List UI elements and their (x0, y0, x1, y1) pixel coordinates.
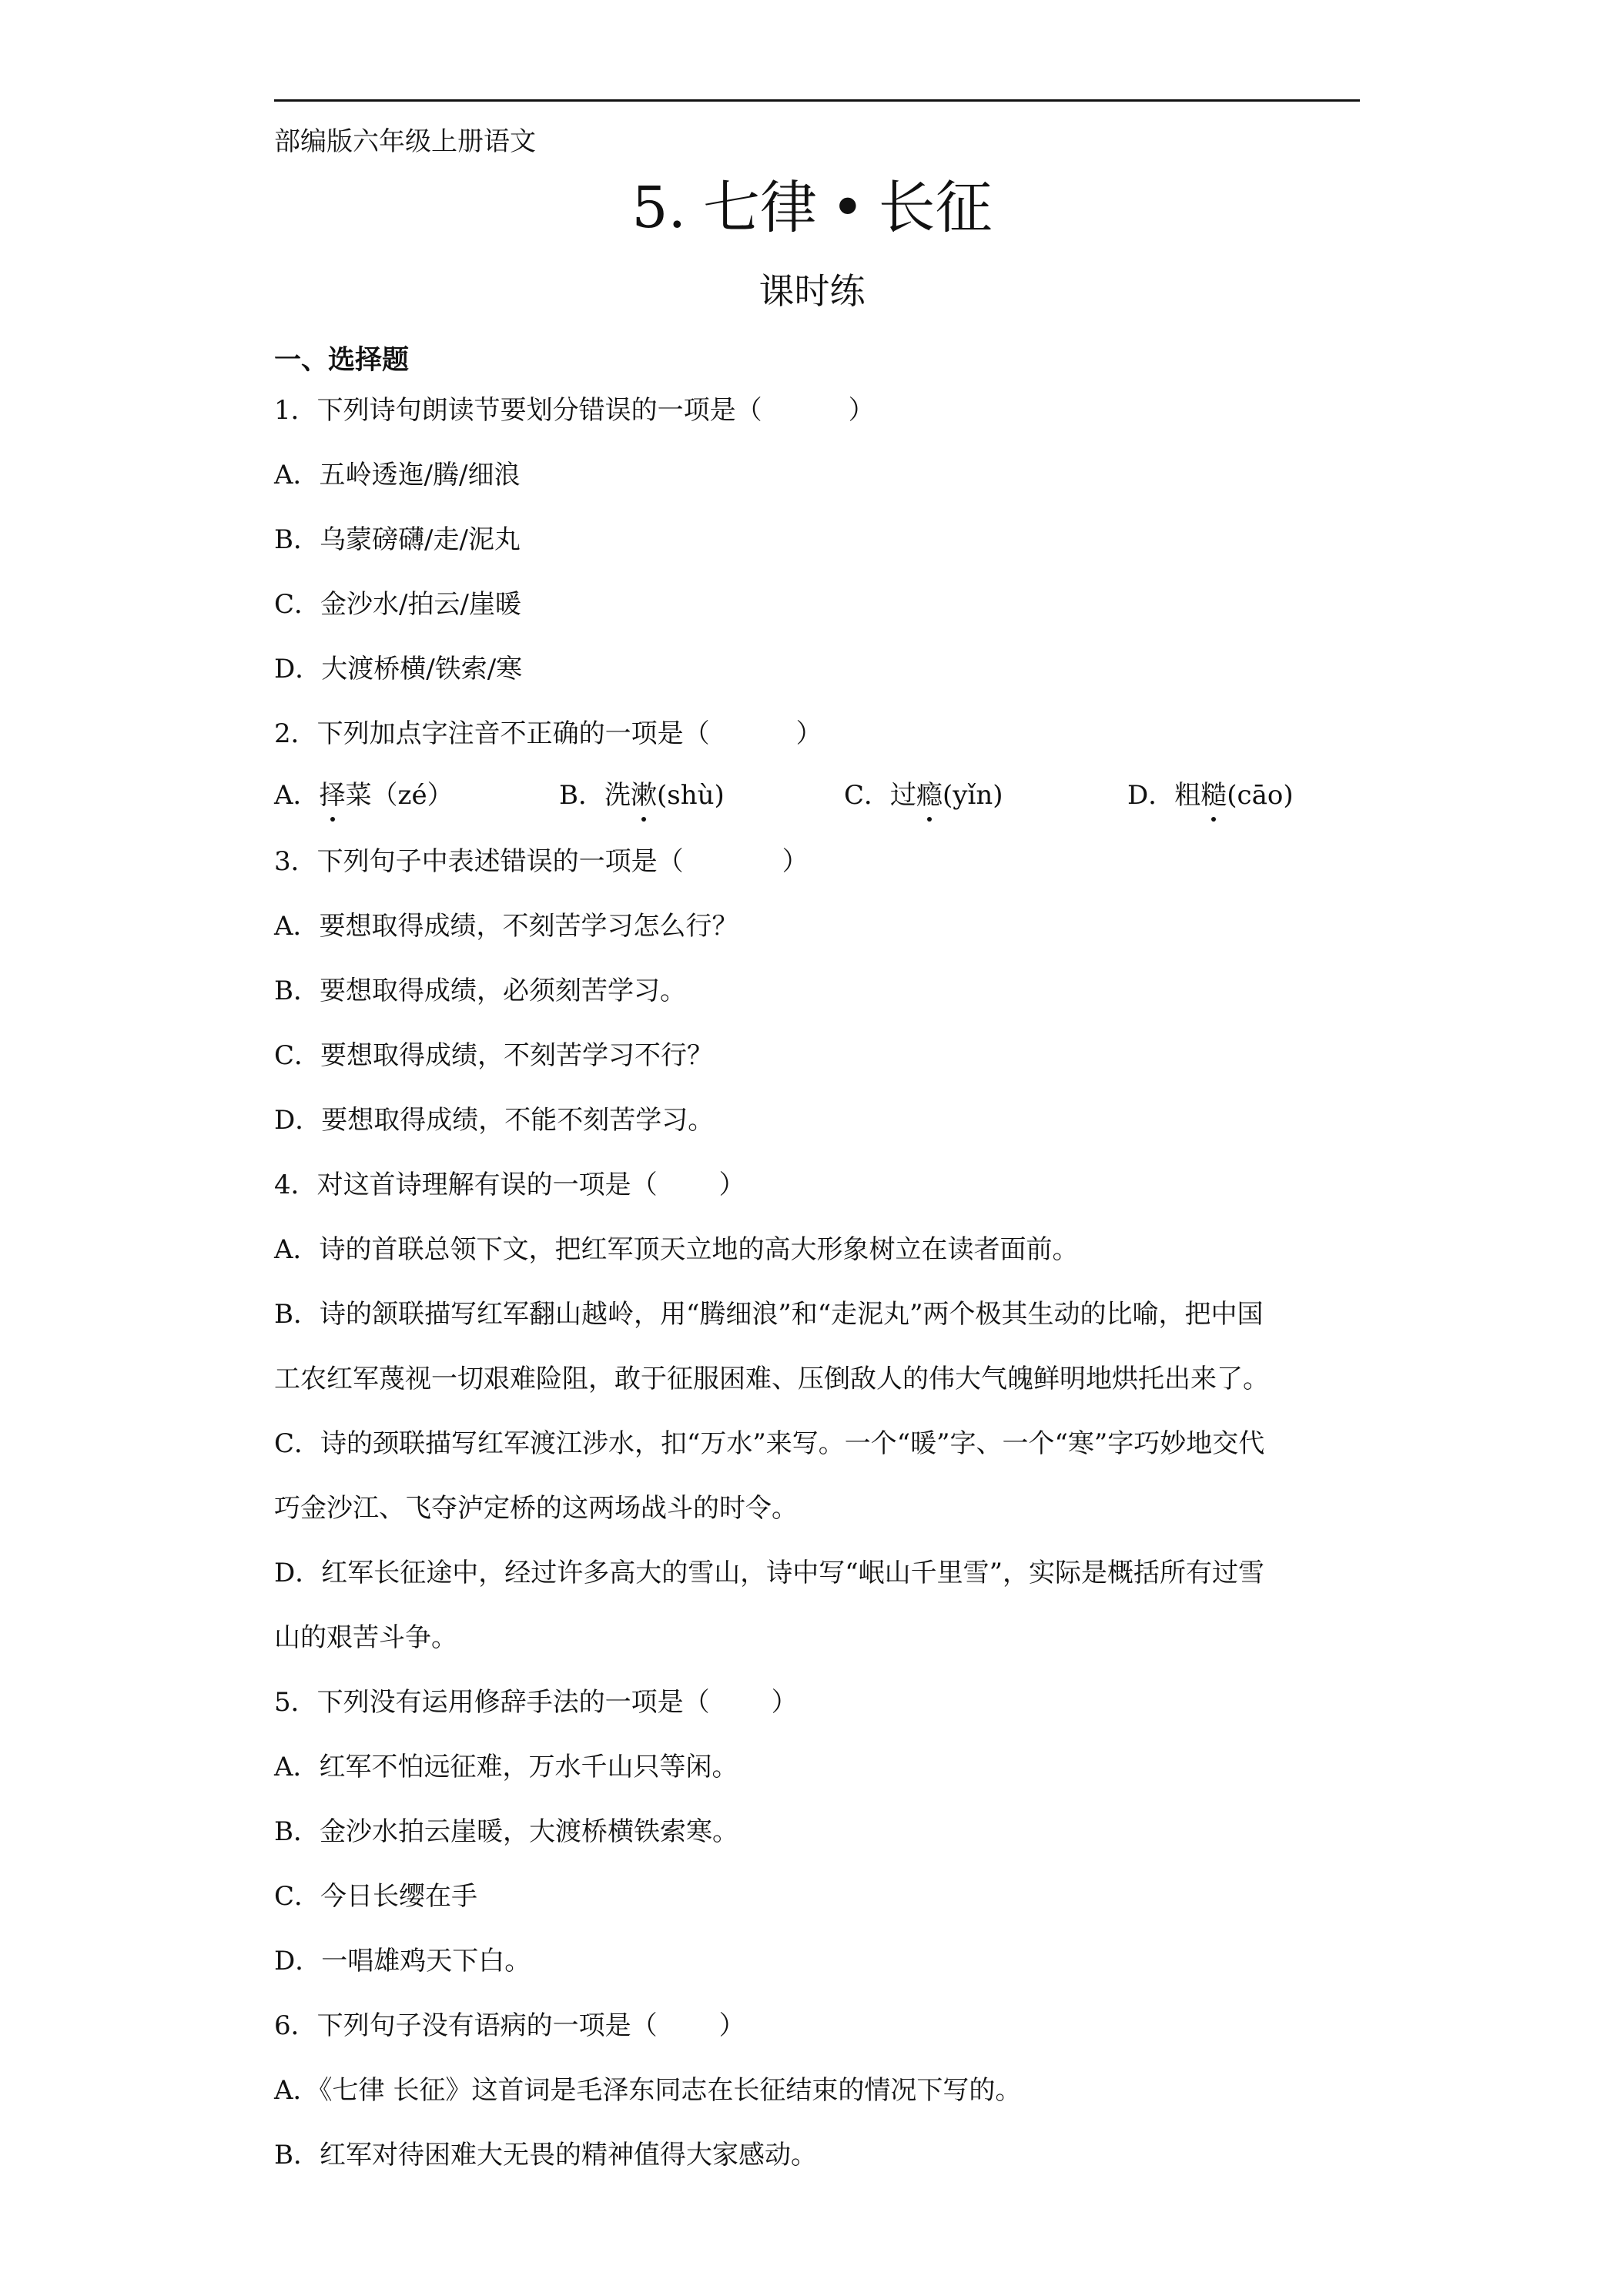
title-part1: 七律 (702, 175, 817, 241)
dotted-char: 瘾 (916, 777, 943, 814)
option-rest: (shù) (657, 780, 725, 811)
question-3-option-b: B．要想取得成绩，必须刻苦学习。 (274, 976, 686, 1006)
option-label: D． (1127, 780, 1175, 811)
option-pre: 过 (890, 780, 917, 811)
dotted-char: 漱 (631, 777, 657, 814)
section-heading: 一、选择题 (274, 344, 410, 376)
question-1-close: ） (848, 395, 875, 426)
question-2-text: 2．下列加点字注音不正确的一项是（ (274, 718, 710, 749)
question-4-option-b-line1: B．诗的颔联描写红军翻山越岭，用“腾细浪”和“走泥丸”两个极其生动的比喻，把中国 (274, 1299, 1264, 1330)
question-1-option-c: C．金沙水/拍云/崖暖 (274, 589, 521, 620)
question-6-option-a: A．《七律 长征》这首词是毛泽东同志在长征结束的情况下写的。 (274, 2075, 1022, 2106)
page-title (0, 169, 1624, 246)
title-dot: • (830, 175, 865, 241)
title-number: 5. (631, 175, 686, 241)
question-4-option-c-line2: 巧金沙江、飞夺泸定桥的这两场战斗的时令。 (274, 1493, 798, 1524)
question-1-option-b: B．乌蒙磅礴/走/泥丸 (274, 524, 521, 555)
question-3-option-d: D．要想取得成绩，不能不刻苦学习。 (274, 1105, 715, 1136)
question-5-stem (274, 1684, 798, 1721)
option-rest: (yǐn) (943, 780, 1003, 811)
page-subtitle: 课时练 (758, 270, 866, 312)
question-6-option-b: B．红军对待困难大无畏的精神值得大家感动。 (274, 2140, 817, 2170)
question-4-option-d-line1: D．红军长征途中，经过许多高大的雪山，诗中写“岷山千里雪”，实际是概括所有过雪 (274, 1558, 1265, 1588)
question-1-text: 1．下列诗句朗读节要划分错误的一项是（ (274, 395, 762, 426)
question-2-option-c (844, 777, 1003, 814)
option-pre: 粗 (1174, 780, 1201, 811)
header-rule (274, 99, 1360, 102)
question-5-close: ） (771, 1687, 798, 1718)
question-4-close: ） (718, 1170, 745, 1200)
question-3-text: 3．下列句子中表述错误的一项是（ (274, 846, 684, 877)
option-label: B． (559, 780, 604, 811)
question-6-stem (274, 2007, 745, 2044)
question-4-option-a: A．诗的首联总领下文，把红军顶天立地的高大形象树立在读者面前。 (274, 1234, 1079, 1265)
question-2-option-b (559, 777, 725, 814)
question-3-close: ） (782, 846, 809, 877)
question-6-close: ） (718, 2010, 745, 2041)
question-2-option-a (274, 777, 454, 814)
question-1-option-a: A．五岭透迤/腾/细浪 (274, 460, 521, 490)
question-3-option-a: A．要想取得成绩，不刻苦学习怎么行？ (274, 911, 738, 942)
option-label: A． (274, 780, 320, 811)
dotted-char: 择 (320, 777, 346, 814)
question-4-text: 4．对这首诗理解有误的一项是（ (274, 1170, 658, 1200)
question-4-option-d-line2: 山的艰苦斗争。 (274, 1622, 457, 1653)
option-rest: 菜（zé） (345, 780, 454, 811)
question-5-text: 5．下列没有运用修辞手法的一项是（ (274, 1687, 710, 1718)
option-pre: 洗 (604, 780, 631, 811)
question-6-text: 6．下列句子没有语病的一项是（ (274, 2010, 658, 2041)
question-2-options (274, 777, 1361, 814)
question-5-option-c: C．今日长缨在手 (274, 1881, 478, 1912)
question-4-option-c-line1: C．诗的颈联描写红军渡江涉水，扣“万水”来写。一个“暖”字、一个“寒”字巧妙地交代 (274, 1428, 1265, 1459)
question-4-option-b-line2: 工农红军蔑视一切艰难险阻，敢于征服困难、压倒敌人的伟大气魄鲜明地烘托出来了。 (274, 1364, 1269, 1394)
question-1-option-d: D．大渡桥横/铁索/寒 (274, 654, 523, 684)
question-5-option-b: B．金沙水拍云崖暖，大渡桥横铁索寒。 (274, 1816, 738, 1847)
option-label: C． (844, 780, 891, 811)
question-2-close: ） (795, 718, 822, 749)
question-4-stem (274, 1166, 745, 1203)
question-1-stem (274, 392, 875, 429)
question-3-option-c: C．要想取得成绩，不刻苦学习不行？ (274, 1040, 714, 1071)
question-2-stem (274, 715, 822, 752)
question-5-option-a: A．红军不怕远征难，万水千山只等闲。 (274, 1752, 738, 1782)
subject-label: 部编版六年级上册语文 (274, 126, 536, 157)
question-3-stem (274, 843, 809, 880)
dotted-char: 糙 (1200, 777, 1227, 814)
question-2-option-d (1127, 777, 1294, 814)
option-rest: (cāo) (1227, 780, 1294, 811)
question-5-option-d: D．一唱雄鸡天下白。 (274, 1946, 531, 1976)
title-part2: 长征 (878, 175, 993, 241)
